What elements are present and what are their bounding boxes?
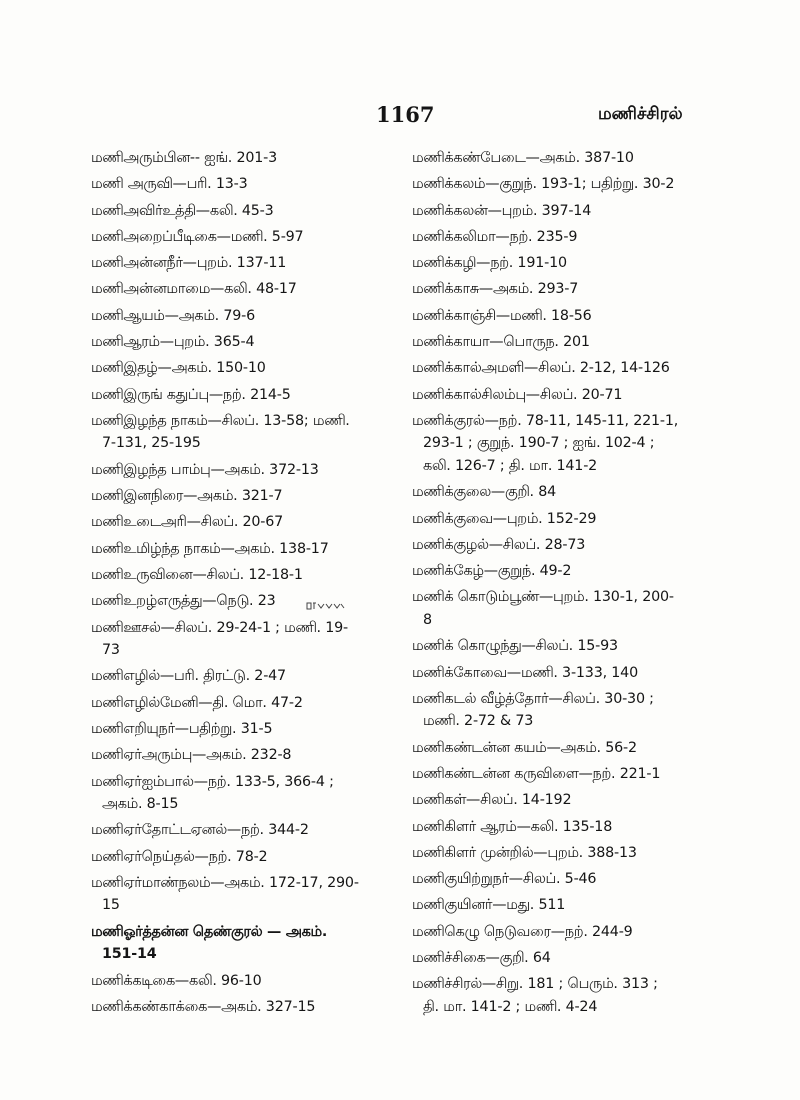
index-entry-text: மணிஏர்மாண்நலம்—அகம். 172-17, 290- — [91, 874, 359, 891]
index-entry — [412, 894, 712, 917]
index-entry — [412, 481, 712, 504]
index-entry — [91, 485, 396, 508]
index-entry-text: மணிஊசல்—சிலப். 29-24-1 ; மணி. 19- — [91, 619, 348, 636]
index-entry — [412, 508, 712, 531]
index-entry-text: மணிஎழில்—பரி. திரட்டு. 2-47 — [91, 668, 286, 685]
index-entry — [91, 252, 396, 275]
index-entry — [91, 459, 396, 482]
index-entry-text: மணிக்குழல்—சிலப். 28-73 — [412, 536, 586, 553]
index-entry-continuation: 8 — [423, 611, 432, 628]
index-entry — [412, 868, 712, 891]
index-entry — [412, 763, 712, 786]
index-entry-text: மணிஇதழ்—அகம். 150-10 — [91, 360, 266, 377]
page-number: 1167 — [376, 102, 435, 127]
index-entry-text: மணிக்கண்காக்கை—அகம். 327-15 — [91, 998, 316, 1015]
index-entry — [412, 816, 712, 839]
index-entry — [91, 872, 396, 917]
index-entry-text: மணிகள்—சிலப். 14-192 — [412, 792, 572, 809]
index-entry-text: மணிஎறியுநர்—பதிற்று. 31-5 — [91, 720, 273, 737]
index-entry-text: மணிகிளர் முன்றில்—புறம். 388-13 — [412, 844, 637, 861]
index-entry-text: மணிஅவிர்உத்தி—கலி. 45-3 — [91, 202, 274, 219]
index-entry — [91, 564, 396, 587]
index-entry-continuation: 293-1 ; குறுந். 190-7 ; ஐங். 102-4 ; — [423, 435, 655, 452]
index-entry — [91, 921, 396, 966]
index-entry-text: மணிஉருவினை—சிலப். 12-18-1 — [91, 566, 303, 583]
index-entry — [91, 147, 396, 170]
index-entry — [412, 357, 712, 380]
index-entry — [91, 278, 396, 301]
index-entry — [412, 147, 712, 170]
index-entry-text: மணிஅன்னநீர்—புறம். 137-11 — [91, 255, 287, 272]
index-entry-continuation: அகம். 8-15 — [102, 796, 179, 813]
index-entry-text: மணிஅன்னமாமை—கலி. 48-17 — [91, 281, 297, 298]
left-column — [91, 147, 396, 1022]
index-entry-text: மணிஏர்தோட்டஏனல்—நற். 344-2 — [91, 822, 309, 839]
index-entry — [412, 789, 712, 812]
index-entry — [412, 200, 712, 223]
index-entry-text: மணிச்சிரல்—சிறு. 181 ; பெரும். 313 ; — [412, 976, 658, 993]
index-entry-text: மணிஎழில்மேனி—தி. மொ. 47-2 — [91, 694, 303, 711]
index-entry — [91, 846, 396, 869]
index-entry-continuation: 73 — [102, 642, 120, 659]
index-entry-text: மணிக்குலை—குறி. 84 — [412, 484, 557, 501]
index-entry-text: மணிக் கொடும்பூண்—புறம். 130-1, 200- — [412, 589, 674, 606]
index-entry-text: மணிக்கலன்—புறம். 397-14 — [412, 202, 592, 219]
index-entry — [412, 688, 712, 733]
index-entry-text: மணிஉடைஅரி—சிலப். 20-67 — [91, 514, 284, 531]
index-entry-text: மணிஏர்நெய்தல்—நற். 78-2 — [91, 848, 268, 865]
index-entry-continuation: 7-131, 25-195 — [102, 435, 201, 452]
index-entry — [412, 560, 712, 583]
index-entry-text: மணிகண்டன்ன கருவிளை—நற். 221-1 — [412, 765, 661, 782]
index-entry-text: மணிக்காசு—அகம். 293-7 — [412, 281, 579, 298]
index-entry — [412, 921, 712, 944]
index-entry-text: மணிஉறழ்எருத்து—நெடு. 23 — [91, 593, 276, 610]
index-entry — [412, 635, 712, 658]
index-entry-text: மணிக்காயா—பொருந. 201 — [412, 334, 590, 351]
index-entry-text: மணிச்சிகை—குறி. 64 — [412, 950, 551, 967]
index-entry — [91, 590, 396, 613]
index-entry-text: மணிஇழந்த நாகம்—சிலப். 13-58; மணி. — [91, 412, 350, 429]
index-entry-text: மணிக்கோவை—மணி. 3-133, 140 — [412, 664, 638, 681]
index-entry-text: மணிக் கொழுந்து—சிலப். 15-93 — [412, 638, 618, 655]
index-entry-text: மணிகுயினர்—மது. 511 — [412, 897, 566, 914]
index-entry — [91, 305, 396, 328]
index-entry-text: மணிகண்டன்ன கயம்—அகம். 56-2 — [412, 739, 637, 756]
index-entry — [412, 173, 712, 196]
index-entry-text: மணிக்கழி—நற். 191-10 — [412, 255, 567, 272]
index-entry — [91, 617, 396, 662]
index-entry-text: மணிஅறைப்பீடிகை—மணி. 5-97 — [91, 228, 304, 245]
index-entry-text: மணிக்குரல்—நற். 78-11, 145-11, 221-1, — [412, 412, 679, 429]
index-entry — [412, 331, 712, 354]
index-entry-text: மணிகுயிற்றுநர்—சிலப். 5-46 — [412, 871, 597, 888]
index-entry-text: மணிகிளர் ஆரம்—கலி. 135-18 — [412, 818, 613, 835]
index-entry — [412, 226, 712, 249]
index-entry — [412, 305, 712, 328]
index-entry-text: மணிஇழந்த பாம்பு—அகம். 372-13 — [91, 461, 319, 478]
index-entry — [412, 278, 712, 301]
index-entry — [91, 996, 396, 1019]
index-entry-text: மணிகெழு நெடுவரை—நற். 244-9 — [412, 923, 633, 940]
index-entry — [412, 534, 712, 557]
index-entry — [91, 511, 396, 534]
index-entry — [91, 357, 396, 380]
index-entry — [412, 384, 712, 407]
index-entry — [91, 819, 396, 842]
index-entry-text: மணிக்கேழ்—குறுந். 49-2 — [412, 563, 572, 580]
index-entry — [91, 173, 396, 196]
index-entry-text: மணிஉமிழ்ந்த நாகம்—அகம். 138-17 — [91, 540, 329, 557]
index-entry-text: மணிக்கால்சிலம்பு—சிலப். 20-71 — [412, 386, 623, 403]
index-entry — [91, 692, 396, 715]
index-entry-text: மணிக்கண்பேடை—அகம். 387-10 — [412, 150, 634, 166]
index-entry-text: மணிஏர்ஐம்பால்—நற். 133-5, 366-4 ; — [91, 773, 334, 790]
index-entry-continuation: 151-14 — [102, 946, 157, 963]
index-entry-text: மணிஅரும்பின-- ஐங். 201-3 — [91, 150, 278, 166]
index-entry — [412, 842, 712, 865]
index-entry — [91, 538, 396, 561]
index-entry — [91, 665, 396, 688]
index-entry — [91, 744, 396, 767]
index-entry-text: மணிஆரம்—புறம். 365-4 — [91, 334, 255, 351]
index-entry-text: மணிகடல் வீழ்த்தோர்—சிலப். 30-30 ; — [412, 690, 654, 707]
page-header — [0, 102, 800, 132]
index-entry — [91, 718, 396, 741]
index-entry-continuation: கலி. 126-7 ; தி. மா. 141-2 — [423, 457, 598, 474]
index-entry-text: மணிக்குவை—புறம். 152-29 — [412, 510, 597, 527]
index-entry-text: மணிஏர்அரும்பு—அகம். 232-8 — [91, 747, 292, 764]
index-entry-text: மணிஇனநிரை—அகம். 321-7 — [91, 488, 283, 505]
index-entry — [412, 737, 712, 760]
index-entry-text: மணி அருவி—பரி. 13-3 — [91, 176, 248, 193]
index-entry — [91, 771, 396, 816]
index-entry — [412, 252, 712, 275]
index-entry-text: மணிக்கலம்—குறுந். 193-1; பதிற்று. 30-2 — [412, 176, 675, 193]
right-column — [412, 147, 712, 1022]
index-entry — [91, 384, 396, 407]
index-entry — [412, 586, 712, 631]
index-entry-text: மணிஇருங் கதுப்பு—நற். 214-5 — [91, 386, 291, 403]
index-entry — [412, 973, 712, 1018]
running-head: மணிச்சிரல் — [598, 104, 683, 124]
stamp-mark-icon — [306, 596, 348, 606]
index-entry — [412, 662, 712, 685]
index-entry-continuation: மணி. 2-72 & 73 — [423, 713, 534, 730]
index-entry-text: மணிக்கடிகை—கலி. 96-10 — [91, 972, 262, 989]
index-entry-text: மணிக்கால்அமளி—சிலப். 2-12, 14-126 — [412, 360, 670, 377]
index-entry-continuation: 15 — [102, 897, 120, 914]
index-entry — [91, 970, 396, 993]
index-entry — [91, 410, 396, 455]
index-entry-text: மணிஆயம்—அகம். 79-6 — [91, 307, 255, 324]
index-entry-text: மணிஓர்த்தன்ன தெண்குரல் — அகம். — [91, 923, 328, 940]
index-entry-text: மணிக்கலிமா—நற். 235-9 — [412, 228, 578, 245]
index-entry — [412, 410, 712, 478]
index-entry — [91, 331, 396, 354]
index-entry — [91, 200, 396, 223]
index-entry-continuation: தி. மா. 141-2 ; மணி. 4-24 — [423, 998, 598, 1015]
index-entry-text: மணிக்காஞ்சி—மணி. 18-56 — [412, 307, 592, 324]
index-entry — [91, 226, 396, 249]
index-entry — [412, 947, 712, 970]
